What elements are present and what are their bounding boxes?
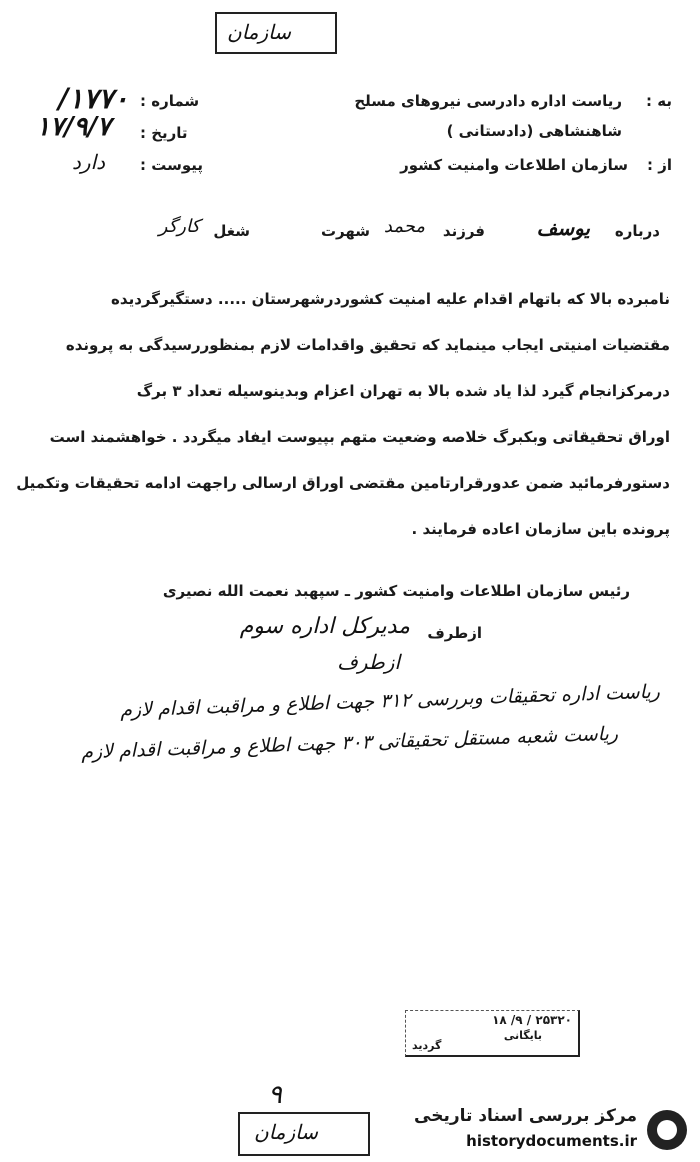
watermark-logo-icon <box>647 1110 687 1150</box>
from-label: از : <box>647 156 672 174</box>
bottom-stamp <box>238 1112 370 1156</box>
signature-title: رئیس سازمان اطلاعات وامنیت کشور ـ سپهبد نعمت الله نصیری <box>162 582 630 600</box>
attachment-label: پیوست : <box>140 156 204 174</box>
job-value: کارگر <box>158 216 200 237</box>
handwritten-note-2: ریاست شعبه مستقل تحقیقاتی ۳۰۳ جهت اطلاع و مراقبت اقدام لازم <box>80 722 619 764</box>
watermark-url: historydocuments.ir <box>466 1132 637 1150</box>
registry-row-1: ۲۵۳۲۰ / ۹/ ۱۸ <box>492 1013 572 1027</box>
surname-label: شهرت <box>320 222 370 240</box>
attachment-value: دارد <box>72 150 106 174</box>
to-label: به : <box>646 92 672 110</box>
number-value: ۱۷۷۰/ <box>58 82 129 115</box>
date-label: تاریخ : <box>140 124 188 142</box>
from-value: سازمان اطلاعات وامنیت کشور <box>400 156 628 174</box>
job-label: شغل <box>213 222 250 240</box>
registry-row-2: بایگانی <box>503 1029 542 1042</box>
number-label: شماره : <box>140 92 200 110</box>
body-line-6: پرونده باین سازمان اعاده فرمایند . <box>411 520 670 538</box>
top-stamp-text: سازمان <box>227 20 292 44</box>
child-value: محمد <box>383 216 425 237</box>
child-label: فرزند <box>442 222 485 240</box>
body-line-4: اوراق تحقیقاتی وبکبرگ خلاصه وضعیت متهم بپیوست ایفاد میگردد . خواهشمند است <box>49 428 670 446</box>
bottom-initial-mark: ۹ <box>268 1080 282 1110</box>
signature-extra: ازطرف <box>337 650 400 674</box>
top-stamp <box>215 12 337 54</box>
signature-signer: مدیرکل اداره سوم <box>239 614 410 639</box>
handwritten-note-1: ریاست اداره تحقیقات وبررسی ۳۱۲ جهت اطلاع و مراقبت اقدام لازم <box>119 680 661 722</box>
body-line-1: نامبرده بالا که باتهام اقدام علیه امنیت کشوردرشهرستان ..... دستگیرگردیده <box>111 290 670 308</box>
body-line-3: درمرکزانجام گیرد لذا یاد شده بالا به تهران اعزام وبدینوسیله تعداد ۳ برگ <box>136 382 670 400</box>
signature-on-behalf: ازطرف <box>427 624 482 642</box>
registry-row-3: گردید <box>412 1039 442 1052</box>
bottom-stamp-text: سازمان <box>254 1120 319 1144</box>
watermark <box>414 1102 695 1158</box>
registry-stamp <box>405 1010 580 1057</box>
about-value: یوسف <box>536 216 590 240</box>
to-line1: ریاست اداره دادرسی نیروهای مسلح <box>354 92 622 110</box>
date-value: ۱۷/۹/۷ <box>36 112 111 142</box>
body-line-2: مقتضیات امنیتی ایجاب مینماید که تحقیق واقدامات لازم بمنظوررسیدگی به پرونده <box>65 336 670 354</box>
watermark-title: مرکز بررسی اسناد تاریخی <box>414 1106 637 1126</box>
about-label: درباره <box>614 222 660 240</box>
body-line-5: دستورفرمائید ضمن عدورقرارتامین مقتضی اوراق ارسالی راجهت ادامه تحقیقات وتکمیل <box>16 474 670 492</box>
to-line2: شاهنشاهی (دادستانی ) <box>446 122 622 140</box>
